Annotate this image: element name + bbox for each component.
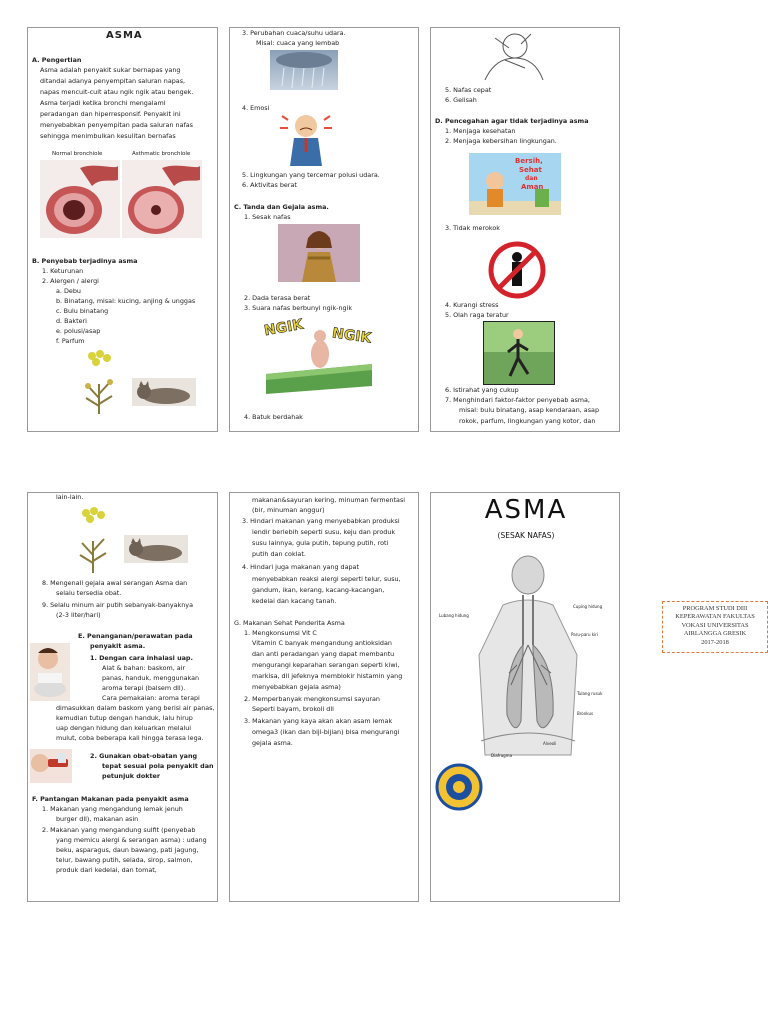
list-item: burger dll), makanan asin bbox=[56, 815, 139, 823]
caption-asthmatic-bronchiole: Asthmatic bronchiole bbox=[132, 151, 191, 157]
panel-prevention bbox=[430, 27, 620, 432]
list-item: 3. Makanan yang kaya akan akan asam lemak bbox=[244, 717, 393, 725]
section-b-heading: B. Penyebab terjadinya asma bbox=[32, 257, 138, 265]
list-item: 5. Olah raga teratur bbox=[445, 311, 509, 319]
list-item: dan anti peradangan yang dapat membantu bbox=[252, 650, 395, 658]
university-logo bbox=[435, 763, 483, 811]
list-item: Misal: cuaca yang lembab bbox=[256, 39, 340, 47]
no-smoking-icon bbox=[487, 240, 547, 300]
label-bronchus: Bronkus bbox=[577, 711, 594, 716]
pollen-icon bbox=[74, 348, 124, 416]
list-item: 2. Alergen / alergi bbox=[42, 277, 99, 285]
jogging-woman-image bbox=[483, 321, 555, 385]
text-line: ditandai adanya penyempitan saluran napas, bbox=[40, 77, 186, 85]
label-diaphragm: Diafragma bbox=[491, 753, 513, 758]
respiratory-system-image bbox=[461, 555, 595, 767]
sub-item: a. Debu bbox=[56, 287, 81, 295]
section-c-heading: C. Tanda dan Gejala asma. bbox=[234, 203, 329, 211]
list-item: rokok, parfum, lingkungan yang kotor, dan bbox=[459, 417, 596, 425]
sub-item: c. Bulu binatang bbox=[56, 307, 109, 315]
list-item: omega3 (ikan dan biji-bijian) bisa mengurangi bbox=[252, 728, 400, 736]
section-f-heading: F. Pantangan Makanan pada penyakit asma bbox=[32, 795, 189, 803]
list-item: Seperti bayam, brokoli dll bbox=[252, 705, 334, 713]
bronchiole-normal-image bbox=[40, 160, 120, 238]
list-item: 1. Sesak nafas bbox=[244, 213, 291, 221]
list-item: 2. Dada terasa berat bbox=[244, 294, 311, 302]
list-item: kedelai dan kacang tanah. bbox=[252, 597, 337, 605]
list-item: gandum, ikan, kerang, kacang-kacangan, bbox=[252, 586, 385, 594]
list-item: 3. Perubahan cuaca/suhu udara. bbox=[242, 29, 346, 37]
list-item: 6. Istirahat yang cukup bbox=[445, 386, 519, 394]
list-item: gejala asma. bbox=[252, 739, 293, 747]
text-line: menyebabkan penyempitan pada saluran nafas bbox=[40, 121, 193, 129]
list-item: Cara pemakaian: aroma terapi bbox=[102, 694, 200, 702]
label-trachea: Lubang hidung bbox=[439, 613, 469, 618]
list-item: 1. Makanan yang mengandung lemak jenuh bbox=[42, 805, 183, 813]
text-line: kemudian tutup dengan handuk, lalu hirup bbox=[56, 714, 193, 722]
list-item: 1. Keturunan bbox=[42, 267, 84, 275]
list-item: 1. Mengkonsumsi Vit C bbox=[244, 629, 317, 637]
rain-cloud-icon bbox=[270, 50, 338, 90]
section-a-heading: A. Pengertian bbox=[32, 56, 82, 64]
bronchiole-normal-icon bbox=[40, 160, 120, 238]
cover-title: ASMA bbox=[484, 495, 568, 525]
book-title-line: Aman bbox=[521, 183, 544, 191]
program-line: PROGRAM STUDI DIII bbox=[682, 605, 748, 612]
list-item: 1. Menjaga kesehatan bbox=[445, 127, 516, 135]
cover-subtitle: (SESAK NAFAS) bbox=[497, 531, 555, 540]
ngik-text-left: NGIK bbox=[262, 316, 305, 340]
list-item: menyebabkan reaksi alergi seperti telur, susu, bbox=[252, 575, 401, 583]
list-item: Vitamin C banyak mengandung antioksidan bbox=[252, 639, 392, 647]
panel-title: ASMA bbox=[106, 30, 143, 41]
inhaler-icon bbox=[30, 749, 72, 783]
ngik-comic-image bbox=[260, 314, 378, 396]
label-alveoli: Alveoli bbox=[543, 741, 557, 746]
panel-definition bbox=[27, 27, 218, 432]
cat-image bbox=[124, 535, 188, 563]
list-item: 5. Lingkungan yang tercemar polusi udara. bbox=[242, 171, 380, 179]
section-e-heading: penyakit asma. bbox=[90, 642, 146, 650]
bronchiole-asthma-image bbox=[122, 160, 202, 238]
angry-man-image bbox=[274, 110, 338, 172]
cat-icon bbox=[124, 535, 188, 563]
list-item: Alat & bahan: baskom, air bbox=[102, 664, 186, 672]
list-item: 6. Aktivitas berat bbox=[242, 181, 297, 189]
list-item: 9. Selalu minum air putih sebanyak-banyaknya bbox=[42, 601, 194, 609]
pollen-icon bbox=[68, 505, 118, 575]
list-item: 7. Menghindari faktor-faktor penyebab asma, bbox=[445, 396, 590, 404]
list-item: misal: bulu binatang, asap kendaraan, asap bbox=[459, 406, 600, 414]
panel-symptoms bbox=[229, 27, 419, 432]
list-item: susu lainnya, gula putih, tepung putih, roti bbox=[252, 539, 389, 547]
list-item: mengurangi keparahan serangan seperti kiwi, bbox=[252, 661, 400, 669]
list-item: telur, bawang putih, selada, sirop, salmon, bbox=[56, 856, 193, 864]
label-nose: Cuping hidung bbox=[573, 604, 603, 609]
list-item: (2-3 liter/hari) bbox=[56, 611, 101, 619]
inhalation-image bbox=[30, 643, 70, 701]
text-line: Asma terjadi ketika bronchi mengalami bbox=[40, 99, 166, 107]
jogging-icon bbox=[484, 322, 554, 384]
sub-item: b. Binatang, misal: kucing, anjing & unggas bbox=[56, 297, 196, 305]
ngik-text-right: NGIK bbox=[331, 325, 373, 347]
list-item: 3. Tidak merokok bbox=[445, 224, 500, 232]
breathless-woman-icon bbox=[278, 224, 360, 282]
list-item: 3. Hindari makanan yang menyebabkan produksi bbox=[242, 517, 400, 525]
program-line: 2017-2018 bbox=[701, 638, 729, 646]
list-item: selalu tersedia obat. bbox=[56, 589, 122, 597]
list-item: 8. Mengenali gejala awal serangan Asma dan bbox=[42, 579, 188, 587]
cat-icon bbox=[132, 378, 196, 406]
book-title-line: dan bbox=[525, 175, 538, 182]
list-item: 2. Gunakan obat-obatan yang bbox=[90, 752, 198, 760]
label-lung: Paru-paru kiri bbox=[571, 632, 598, 637]
list-item: beku, asparagus, daun bawang, pati jagung, bbox=[56, 846, 199, 854]
list-item: 2. Makanan yang mengandung sulfit (penyebab bbox=[42, 826, 196, 834]
list-item: 4. Hindari juga makanan yang dapat bbox=[242, 563, 359, 571]
list-item: 4. Kurangi stress bbox=[445, 301, 499, 309]
university-seal-icon bbox=[435, 763, 483, 811]
list-item: yang memicu alergi & serangan asma) : udang bbox=[56, 836, 207, 844]
text-line: mulut, coba beberapa kali hingga terasa lega. bbox=[56, 734, 204, 742]
list-item: petunjuk dokter bbox=[102, 772, 161, 780]
panel-cover bbox=[430, 492, 620, 902]
program-line: AIRLANGGA GRESIK bbox=[683, 630, 747, 638]
sub-item: d. Bakteri bbox=[56, 317, 87, 325]
sub-item: f. Parfum bbox=[56, 337, 85, 345]
panel-diet bbox=[229, 492, 419, 902]
coughing-man-image bbox=[475, 28, 553, 82]
cat-image bbox=[132, 378, 196, 406]
bronchiole-asthma-icon bbox=[122, 160, 202, 238]
no-smoking-image bbox=[487, 240, 547, 300]
text-line: peradangan dan hiperresponsif. Penyakit ini bbox=[40, 110, 181, 118]
list-item: 2. Menjaga kebersihan lingkungan. bbox=[445, 137, 557, 145]
list-item: 1. Dengan cara inhalasi uap. bbox=[90, 654, 193, 662]
text-line: napas mencuit-cuit atau ngik ngik atau bengek. bbox=[40, 88, 194, 96]
list-item: lendir berlebih seperti susu, keju dan produk bbox=[252, 528, 396, 536]
clean-book-image bbox=[469, 153, 561, 215]
list-item: menyebabkan gejala asma) bbox=[252, 683, 341, 691]
program-info-box bbox=[662, 601, 768, 653]
text-line: sehingga menimbulkan kesulitan bernafas bbox=[40, 132, 176, 140]
respiratory-system-icon bbox=[461, 555, 595, 767]
rain-cloud-image bbox=[270, 50, 338, 90]
book-title-line: Bersih, bbox=[515, 157, 543, 165]
program-line: KEPERAWATAN FAKULTAS bbox=[675, 613, 755, 621]
pollen-plant-image bbox=[74, 348, 124, 416]
list-item: produk dari kedelai, dan tomat, bbox=[56, 866, 157, 874]
list-item: putih dan coklat. bbox=[252, 550, 306, 558]
list-item: aroma terapi (balsem dll). bbox=[102, 684, 186, 692]
list-item: 5. Nafas cepat bbox=[445, 86, 492, 94]
label-rib: Tulang rusuk bbox=[577, 691, 603, 696]
angry-man-icon bbox=[274, 110, 338, 172]
list-item: 3. Suara nafas berbunyi ngik-ngik bbox=[244, 304, 353, 312]
coughing-man-icon bbox=[475, 28, 553, 82]
list-item: 4. Emosi bbox=[242, 104, 270, 112]
caption-normal-bronchiole: Normal bronchiole bbox=[52, 151, 103, 157]
book-title-line: Sehat bbox=[519, 166, 542, 174]
inhaler-image bbox=[30, 749, 72, 783]
woman-breathless-image bbox=[278, 224, 360, 282]
text-line: makanan&sayuran kering, minuman fermentasi bbox=[252, 496, 406, 504]
list-item: tepat sesuai pola penyakit dan bbox=[102, 762, 214, 770]
section-g-heading: G. Makanan Sehat Penderita Asma bbox=[234, 619, 345, 627]
text-line: Asma adalah penyakit sukar bernapas yang bbox=[40, 66, 181, 74]
panel-treatment bbox=[27, 492, 218, 902]
program-line: VOKASI UNIVERSITAS bbox=[681, 621, 749, 629]
sub-item: e. polusi/asap bbox=[56, 327, 101, 335]
text-line: (bir, minuman anggur) bbox=[252, 506, 325, 514]
section-e-heading: E. Penanganan/perawatan pada bbox=[78, 632, 193, 640]
section-d-heading: D. Pencegahan agar tidak terjadinya asma bbox=[435, 117, 589, 125]
pollen-plant-image bbox=[68, 505, 118, 575]
list-item: panas, handuk, menggunakan bbox=[102, 674, 200, 682]
list-item: markisa, dll jefeknya memblokir histamin yang bbox=[252, 672, 403, 680]
steam-inhalation-icon bbox=[30, 643, 70, 701]
list-item: 2. Memperbanyak mengkonsumsi sayuran bbox=[244, 695, 380, 703]
list-item: 4. Batuk berdahak bbox=[244, 413, 303, 421]
text-line: dimasukkan dalam baskom yang berisi air panas, bbox=[56, 704, 215, 712]
text-line: uap dengan hidung dan keluarkan melalui bbox=[56, 724, 192, 732]
text-line: lain-lain. bbox=[56, 493, 84, 501]
list-item: 6. Gelisah bbox=[445, 96, 477, 104]
